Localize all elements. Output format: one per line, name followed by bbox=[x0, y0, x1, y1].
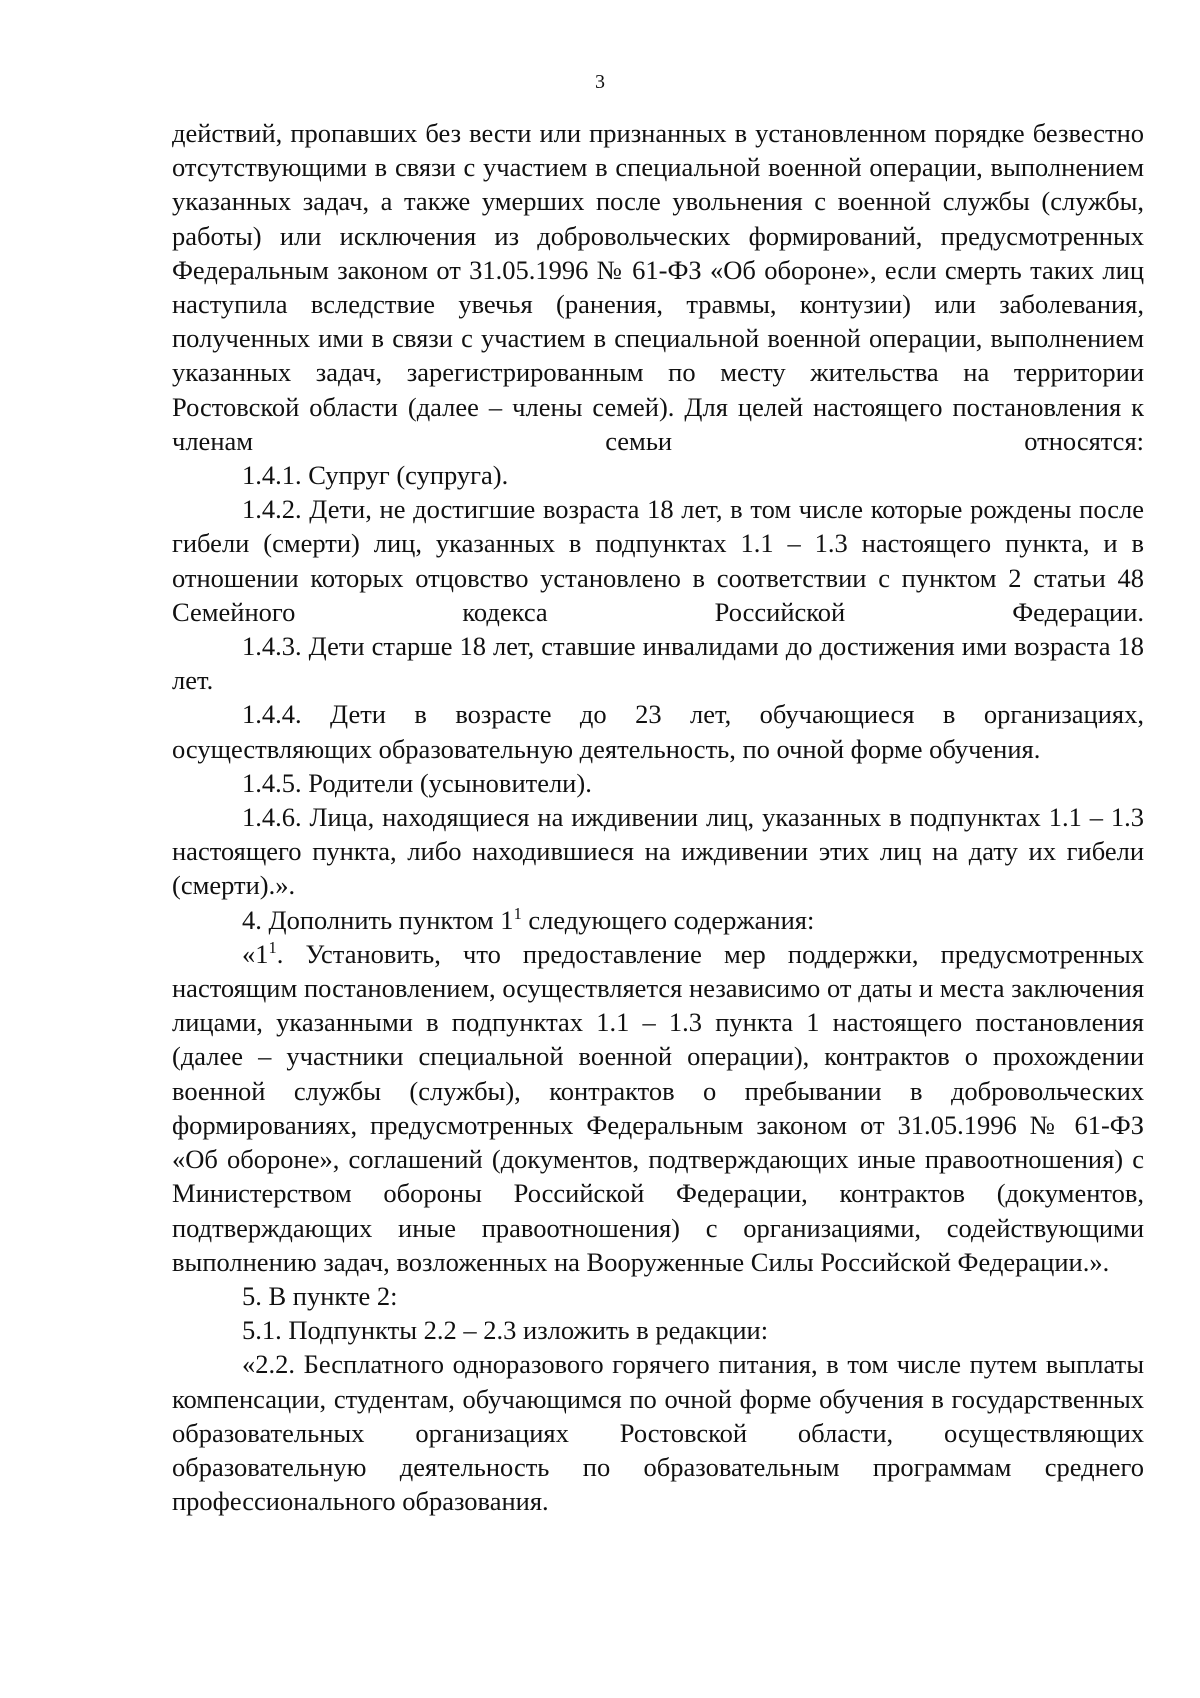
paragraph-1-4-1 bbox=[172, 458, 1144, 492]
text-line: 1.4.5. Родители (усыновители). bbox=[242, 767, 592, 798]
text-line: 1.4.3. Дети старше 18 лет, ставшие инвалидами до достижения ими bbox=[242, 631, 1007, 662]
text-line: осуществляющих образовательную деятельность, по очной форме обучения. bbox=[172, 733, 1041, 764]
paragraph-1-4-4 bbox=[172, 697, 1144, 765]
text-line: «2.2. Бесплатного одноразового горячего питания, в том числе путем bbox=[242, 1349, 1038, 1380]
text-line: 5. В пункте 2: bbox=[242, 1280, 398, 1311]
text-line: 1.4.1. Супруг (супруга). bbox=[242, 460, 509, 491]
text-line: постановления к членам семьи относятся: bbox=[172, 391, 1145, 456]
text-line: возраста 18 лет. bbox=[172, 631, 1144, 696]
text-line: в подпунктах 1.1 – 1.3 настоящего пункта, либо находившиеся на иждивении bbox=[172, 802, 1145, 867]
text-line: в государственных образовательных организациях Ростовской области, bbox=[172, 1383, 1144, 1448]
paragraph-item-4 bbox=[172, 903, 1144, 937]
text-line: указанных задач, зарегистрированным по месту жительства на территории bbox=[172, 357, 1144, 388]
text-run: 4. Дополнить пунктом 1 bbox=[242, 904, 514, 935]
superscript: 1 bbox=[513, 903, 522, 923]
text-line: после гибели (смерти) лиц, указанных в подпунктах 1.1 – 1.3 настоящего bbox=[172, 494, 1145, 559]
text-line: этих лиц на дату их гибели (смерти).». bbox=[172, 836, 1145, 901]
text-line: 5.1. Подпункты 2.2 – 2.3 изложить в редакции: bbox=[242, 1315, 769, 1346]
paragraph-1-4-2 bbox=[172, 492, 1144, 629]
text-line: выплаты компенсации, студентам, обучающимся по очной форме обучения bbox=[172, 1349, 1144, 1414]
text-run: следующего содержания: bbox=[521, 904, 815, 935]
page-number: 3 bbox=[595, 71, 605, 93]
text-line: от 31.05.1996 № 61-ФЗ «Об обороне», если смерть таких лиц наступила bbox=[172, 254, 1145, 320]
text-line: пункта, и в отношении которых отцовство установлено в соответствии bbox=[172, 528, 1144, 593]
text-line: программам среднего профессионального образования. bbox=[172, 1451, 1145, 1517]
document-body bbox=[172, 116, 1144, 1518]
text-line: постановления (далее – участники специальной военной операции), контрактов bbox=[172, 1007, 1144, 1072]
paragraph-continued-definition bbox=[172, 116, 1144, 458]
text-line: правоотношения) с организациями, содействующими выполнению задач, bbox=[172, 1212, 1144, 1277]
text-line: с пунктом 2 статьи 48 Семейного кодекса Российской Федерации. bbox=[172, 562, 1144, 627]
paragraph-item-1-1 bbox=[172, 937, 1144, 1279]
paragraph-item-2-2 bbox=[172, 1347, 1144, 1518]
paragraph-1-4-3 bbox=[172, 629, 1144, 697]
text-line: безвестно отсутствующими в связи с участием в специальной военной bbox=[172, 118, 1145, 183]
text-line: 1.4.6. Лица, находящиеся на иждивении лиц, указанных bbox=[242, 802, 882, 833]
text-line: возложенных на Вооруженные Силы Российской Федерации.». bbox=[396, 1246, 1110, 1277]
text-line: в добровольческих формированиях, предусмотренных Федеральным законом bbox=[172, 1075, 1145, 1140]
paragraph-1-4-5 bbox=[172, 766, 1144, 800]
text-line: 1.4.4. Дети в возрасте до 23 лет, обучающиеся в организациях, bbox=[242, 699, 1144, 730]
text-run: «1 bbox=[242, 938, 269, 969]
text-line: настоящим постановлением, осуществляется независимо от даты и места bbox=[172, 973, 1005, 1004]
text-line: подтверждающих иные правоотношения) с Министерством обороны bbox=[172, 1144, 1145, 1209]
text-line: ими в связи с участием в специальной военной операции, выполнением bbox=[318, 323, 1144, 354]
text-line: вследствие увечья (ранения, травмы, контузии) или заболевания, полученных bbox=[172, 289, 1145, 354]
text-line: Российской Федерации, контрактов (документов, подтверждающих иные bbox=[172, 1178, 1145, 1243]
text-line: из добровольческих формирований, предусмотренных Федеральным законом bbox=[172, 220, 1144, 285]
text-line: от 31.05.1996 № 61-ФЗ «Об обороне», соглашений (документов, bbox=[172, 1109, 1145, 1175]
text-line: о прохождении военной службы (службы), контрактов о пребывании bbox=[172, 1041, 1145, 1106]
paragraph-item-5-1 bbox=[172, 1313, 1144, 1347]
text-run: . Установить, что предоставление мер поддержки, предусмотренных bbox=[276, 938, 1144, 969]
paragraph-1-4-6 bbox=[172, 800, 1144, 903]
paragraph-item-5 bbox=[172, 1279, 1144, 1313]
text-line: операции, выполнением указанных задач, а также умерших после bbox=[172, 152, 1144, 217]
superscript: 1 bbox=[268, 937, 277, 957]
text-line: заключения лицами, указанными в подпунктах 1.1 – 1.3 пункта 1 настоящего bbox=[172, 973, 1145, 1038]
text-line: осуществляющих образовательную деятельность по образовательным bbox=[172, 1417, 1145, 1482]
text-line: 1.4.2. Дети, не достигшие возраста 18 лет, в том числе которые рождены bbox=[242, 494, 1072, 525]
text-line: увольнения с военной службы (службы, работы) или исключения bbox=[172, 186, 1145, 251]
text-line: действий, пропавших без вести или признанных в установленном порядке bbox=[172, 118, 1025, 148]
text-line: Ростовской области (далее – члены семей). Для целей настоящего bbox=[172, 391, 943, 422]
